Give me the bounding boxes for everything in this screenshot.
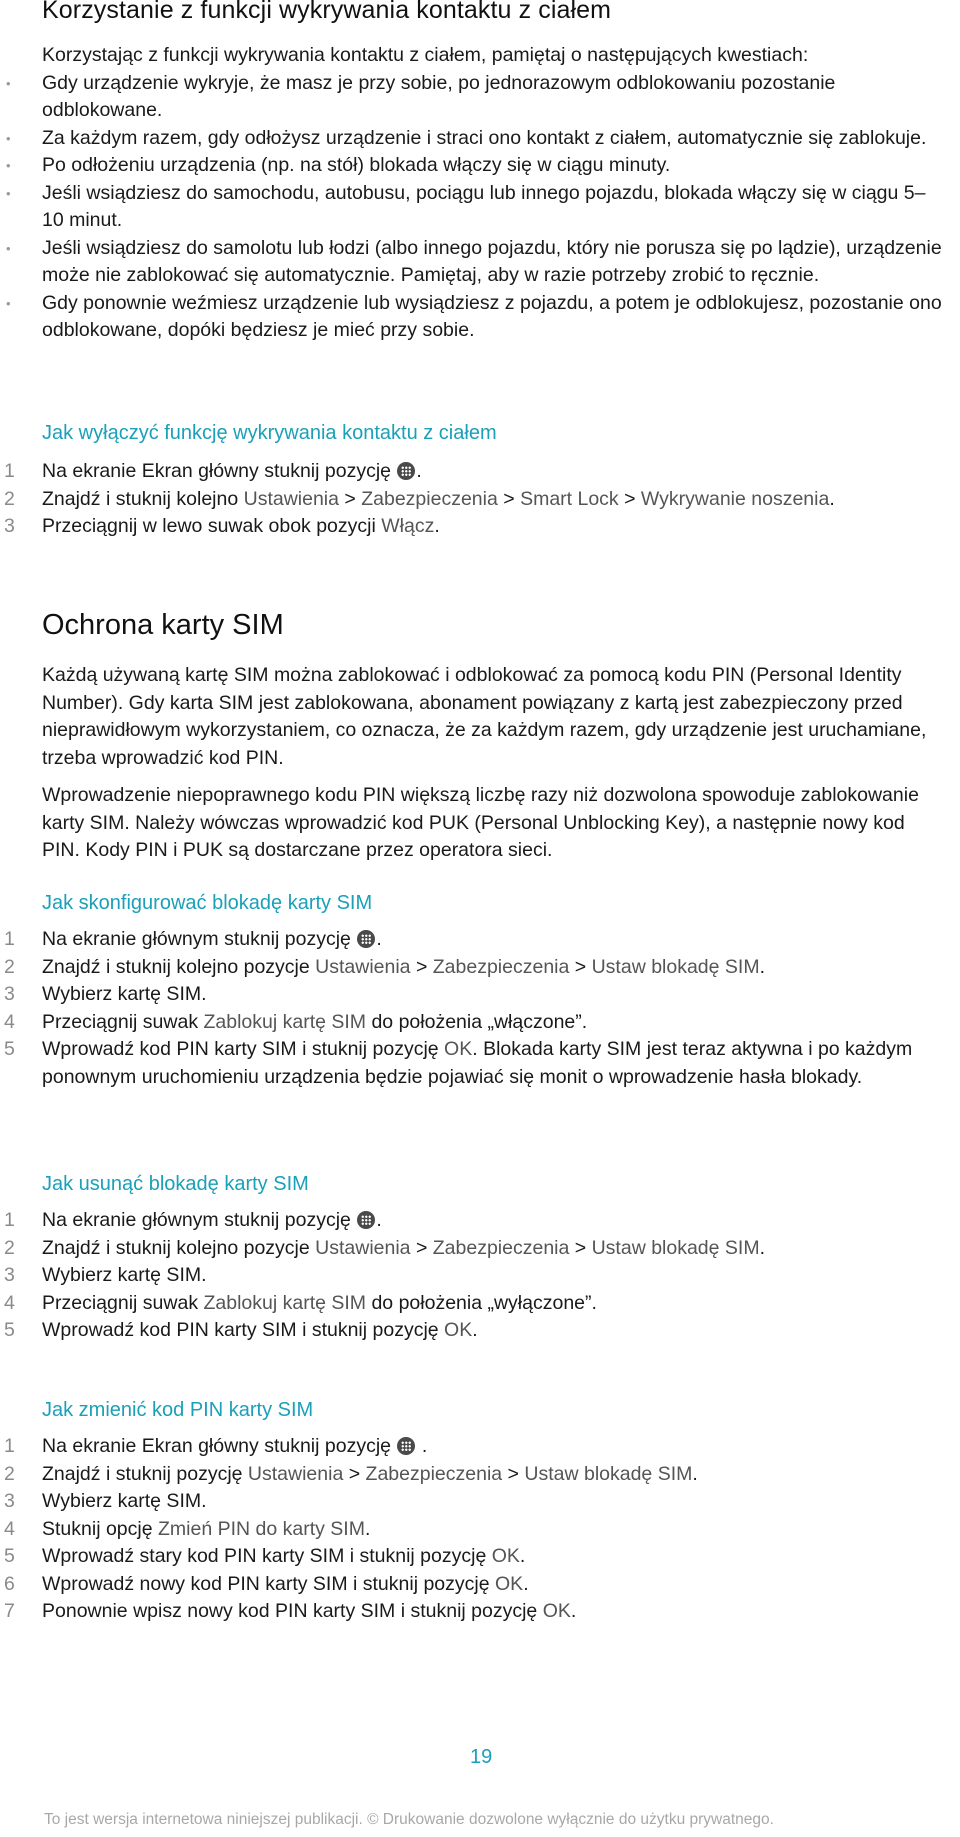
ui-label-set-sim-lock: Ustaw blokadę SIM bbox=[524, 1462, 693, 1485]
step-item bbox=[4, 486, 947, 514]
step-text: . bbox=[692, 1462, 698, 1485]
step-item bbox=[4, 1571, 947, 1599]
step-text: Wprowadź stary kod PIN karty SIM i stuknij pozycję bbox=[42, 1545, 492, 1567]
separator: > bbox=[410, 955, 433, 978]
step-text: . bbox=[376, 1209, 382, 1231]
howto-disable-title: Jak wyłączyć funkcję wykrywania kontaktu z ciałem bbox=[42, 422, 497, 444]
ui-label-settings: Ustawienia bbox=[243, 487, 339, 510]
step-number: 2 bbox=[4, 1462, 15, 1485]
apps-grid-icon bbox=[357, 1211, 375, 1229]
step-text: Na ekranie Ekran główny stuknij pozycję bbox=[42, 460, 397, 482]
step-text: Stuknij opcję bbox=[42, 1517, 158, 1540]
page-number: 19 bbox=[470, 1746, 493, 1768]
step-text: . bbox=[759, 955, 766, 978]
step-item bbox=[4, 513, 947, 541]
step-item bbox=[4, 1235, 947, 1263]
ui-label-set-sim-lock: Ustaw blokadę SIM bbox=[591, 955, 760, 978]
bullet-item: • Za każdym razem, gdy odłożysz urządzenie i straci ono kontakt z ciałem, automatycznie się zablokuje. bbox=[42, 125, 947, 153]
intro-paragraph: Korzystając z funkcji wykrywania kontaktu z ciałem, pamiętaj o następujących kwestiach: bbox=[42, 44, 809, 66]
ui-label-settings: Ustawienia bbox=[315, 955, 411, 978]
step-text: . bbox=[472, 1319, 478, 1341]
footer-note: To jest wersja internetowa niniejszej publikacji. © Drukowanie dozwolone wyłącznie do użytku prywatnego. bbox=[44, 1811, 774, 1828]
step-number: 2 bbox=[4, 1236, 15, 1259]
step-item bbox=[4, 926, 947, 954]
ui-label-ok: OK bbox=[495, 1572, 524, 1595]
step-item bbox=[4, 1598, 947, 1626]
step-number: 4 bbox=[4, 1010, 15, 1033]
step-number: 2 bbox=[4, 487, 15, 510]
ui-label-ok: OK bbox=[542, 1600, 571, 1622]
howto-change-pin-title: Jak zmienić kod PIN karty SIM bbox=[42, 1399, 314, 1421]
ui-label-set-sim-lock: Ustaw blokadę SIM bbox=[591, 1236, 760, 1259]
step-number: 5 bbox=[4, 1038, 15, 1060]
step-item bbox=[4, 1009, 947, 1037]
section-title-sim-protection: Ochrona karty SIM bbox=[42, 609, 284, 641]
ui-label-on: Włącz bbox=[381, 515, 435, 537]
howto-configure-steps bbox=[4, 926, 947, 1091]
step-item bbox=[4, 1543, 947, 1571]
step-text: Wybierz kartę SIM. bbox=[42, 1490, 207, 1512]
howto-configure-title: Jak skonfigurować blokadę karty SIM bbox=[42, 892, 373, 914]
step-item bbox=[4, 1433, 947, 1461]
howto-remove-steps bbox=[4, 1207, 947, 1345]
step-text: Znajdź i stuknij kolejno pozycje bbox=[42, 1236, 316, 1259]
step-item bbox=[4, 1207, 947, 1235]
body-detect-text bbox=[42, 42, 947, 345]
body-detect-bullets bbox=[42, 70, 947, 345]
separator: > bbox=[497, 487, 521, 510]
ui-label-change-sim-pin: Zmień PIN do karty SIM bbox=[157, 1517, 365, 1540]
step-text: Przeciągnij suwak bbox=[42, 1010, 204, 1033]
howto-change-pin-steps bbox=[4, 1433, 947, 1626]
step-number: 5 bbox=[4, 1545, 15, 1567]
ui-label-security: Zabezpieczenia bbox=[432, 1236, 570, 1259]
step-text: . bbox=[759, 1236, 766, 1259]
step-text: Znajdź i stuknij pozycję bbox=[42, 1462, 248, 1485]
ui-label-security: Zabezpieczenia bbox=[365, 1462, 503, 1485]
step-text: Znajdź i stuknij kolejno bbox=[42, 487, 244, 510]
separator: > bbox=[343, 1462, 366, 1485]
step-item bbox=[4, 1262, 947, 1290]
ui-label-smart-lock: Smart Lock bbox=[520, 487, 619, 510]
ui-label-ok: OK bbox=[491, 1545, 520, 1567]
step-text: . bbox=[434, 515, 440, 537]
section-title-body-detect: Korzystanie z funkcji wykrywania kontaktu z ciałem bbox=[42, 0, 612, 24]
step-number: 4 bbox=[4, 1517, 15, 1540]
ui-label-settings: Ustawienia bbox=[315, 1236, 411, 1259]
step-text: . bbox=[570, 1600, 577, 1622]
step-number: 4 bbox=[4, 1291, 15, 1314]
step-text: . bbox=[376, 928, 382, 950]
ui-label-ok: OK bbox=[444, 1319, 473, 1341]
step-text: Przeciągnij w lewo suwak obok pozycji bbox=[42, 515, 382, 537]
separator: > bbox=[569, 1236, 592, 1259]
step-number: 5 bbox=[4, 1319, 15, 1341]
separator: > bbox=[502, 1462, 525, 1485]
step-text: . Blokada karty SIM jest teraz aktywna i po każdym ponownym uruchomieniu urządzenia będzie pojawiać się monit o wprowadzenie hasła blokady. bbox=[42, 1038, 913, 1088]
step-text: Na ekranie głównym stuknij pozycję bbox=[42, 928, 357, 950]
bullet-item: • Gdy ponownie weźmiesz urządzenie lub wysiądziesz z pojazdu, a potem je odblokujesz, pozostanie ono odblokowane, dopóki będziesz je mieć przy sobie. bbox=[42, 290, 947, 345]
step-item bbox=[4, 1290, 947, 1318]
paragraph: Wprowadzenie niepoprawnego kodu PIN większą liczbę razy niż dozwolona spowoduje zablokowanie karty SIM. Należy wówczas wprowadzić kod PUK (Personal Unblocking Key), a następnie nowy kod PIN. Kody PIN i PUK są dostarczane przez operatora sieci. bbox=[42, 784, 919, 861]
howto-remove-title: Jak usunąć blokadę karty SIM bbox=[42, 1173, 309, 1195]
step-text: Znajdź i stuknij kolejno pozycje bbox=[42, 955, 316, 978]
step-text: Ponownie wpisz nowy kod PIN karty SIM i stuknij pozycję bbox=[42, 1600, 543, 1622]
step-text: do położenia „włączone”. bbox=[366, 1010, 588, 1033]
step-text: Wprowadź kod PIN karty SIM i stuknij pozycję bbox=[42, 1038, 445, 1060]
step-text: Wprowadź kod PIN karty SIM i stuknij pozycję bbox=[42, 1319, 445, 1341]
step-number: 3 bbox=[4, 515, 15, 537]
step-text: . bbox=[364, 1517, 371, 1540]
bullet-item: • Gdy urządzenie wykryje, że masz je przy sobie, po jednorazowym odblokowaniu pozostanie odblokowane. bbox=[42, 70, 947, 125]
step-text: Wybierz kartę SIM. bbox=[42, 1264, 207, 1286]
ui-label-settings: Ustawienia bbox=[247, 1462, 344, 1485]
apps-grid-icon bbox=[397, 1437, 415, 1455]
step-text: . bbox=[523, 1572, 529, 1595]
step-item bbox=[4, 1036, 947, 1091]
step-text: . bbox=[829, 487, 835, 510]
step-text: . bbox=[519, 1545, 526, 1567]
step-text: Przeciągnij suwak bbox=[42, 1291, 204, 1314]
step-number: 1 bbox=[4, 1435, 15, 1457]
howto-disable-steps bbox=[4, 458, 947, 541]
step-number: 3 bbox=[4, 983, 15, 1005]
ui-label-security: Zabezpieczenia bbox=[432, 955, 570, 978]
separator: > bbox=[569, 955, 592, 978]
step-item bbox=[4, 1317, 947, 1345]
bullet-item: • Po odłożeniu urządzenia (np. na stół) blokada włączy się w ciągu minuty. bbox=[42, 152, 947, 180]
step-text: Wybierz kartę SIM. bbox=[42, 983, 207, 1005]
bullet-item: • Jeśli wsiądziesz do samochodu, autobusu, pociągu lub innego pojazdu, blokada włączy się w ciągu 5–10 minut. bbox=[42, 180, 947, 235]
step-text: do położenia „wyłączone”. bbox=[366, 1291, 597, 1314]
step-number: 1 bbox=[4, 928, 15, 950]
step-item bbox=[4, 458, 947, 486]
sim-protection-text bbox=[42, 662, 947, 865]
step-number: 3 bbox=[4, 1490, 15, 1512]
ui-label-security: Zabezpieczenia bbox=[361, 487, 498, 510]
ui-label-lock-sim: Zablokuj kartę SIM bbox=[203, 1291, 367, 1314]
step-item bbox=[4, 1461, 947, 1489]
step-number: 1 bbox=[4, 1209, 15, 1231]
step-text: . bbox=[416, 1435, 428, 1457]
step-text: Na ekranie głównym stuknij pozycję bbox=[42, 1209, 357, 1231]
ui-label-lock-sim: Zablokuj kartę SIM bbox=[203, 1010, 367, 1033]
step-item bbox=[4, 1488, 947, 1516]
step-number: 7 bbox=[4, 1600, 15, 1622]
step-item bbox=[4, 954, 947, 982]
separator: > bbox=[410, 1236, 433, 1259]
step-text: . bbox=[416, 460, 422, 482]
paragraph: Każdą używaną kartę SIM można zablokować i odblokować za pomocą kodu PIN (Personal Identity Number). Gdy karta SIM jest zablokowana, abonament powiązany z kartą jest zabezpieczony przed nieprawidłowym wykorzystaniem, co oznacza, że za każdym razem, gdy urządzenie jest uruchamiane, trzeba wprowadzić kod PIN. bbox=[42, 664, 927, 769]
apps-grid-icon bbox=[397, 462, 415, 480]
step-number: 6 bbox=[4, 1572, 15, 1595]
separator: > bbox=[339, 487, 362, 510]
bullet-item: • Jeśli wsiądziesz do samolotu lub łodzi (albo innego pojazdu, który nie porusza się po lądzie), urządzenie może nie zablokować się automatycznie. Pamiętaj, aby w razie potrzeby zrobić to ręcznie. bbox=[42, 235, 947, 290]
step-number: 1 bbox=[4, 460, 15, 482]
ui-label-ok: OK bbox=[444, 1038, 473, 1060]
apps-grid-icon bbox=[357, 930, 375, 948]
step-number: 3 bbox=[4, 1264, 15, 1286]
step-text: Na ekranie Ekran główny stuknij pozycję bbox=[42, 1435, 397, 1457]
step-number: 2 bbox=[4, 955, 15, 978]
separator: > bbox=[618, 487, 641, 510]
step-text: Wprowadź nowy kod PIN karty SIM i stuknij pozycję bbox=[42, 1572, 495, 1595]
ui-label-on-body-detection: Wykrywanie noszenia bbox=[640, 487, 830, 510]
step-item bbox=[4, 981, 947, 1009]
step-item bbox=[4, 1516, 947, 1544]
